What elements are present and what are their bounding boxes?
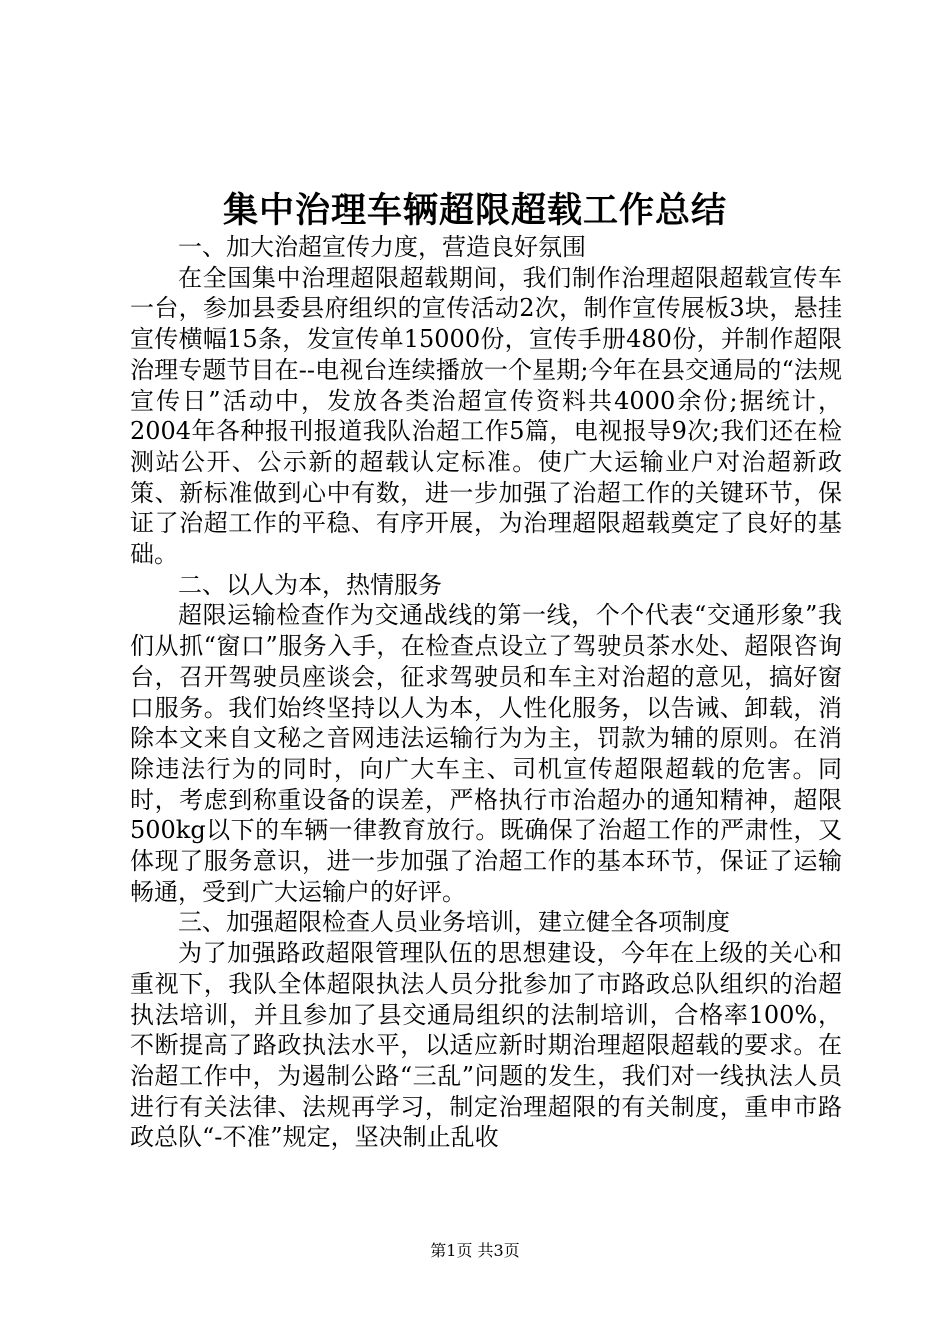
section-heading-3: 三、加强超限检查人员业务培训，建立健全各项制度 bbox=[178, 908, 730, 937]
section-paragraph-1: 在全国集中治理超限超载期间，我们制作治理超限超载宣传车一台，参加县委县府组织的宣传活动2次，制作宣传展板3块，悬挂宣传横幅15条，发宣传单15000份，宣传手册480份，并制作超限治理专题节目在--电视台连续播放一个星期;今年在县交通局的“法规宣传日”活动中，发放各类治超宣传资料共4000余份;据统计，2004年各种报刊报道我队治超工作5篇，电视报导9次;我们还在检测站公开、公示新的超载认定标准。使广大运输业户对治超新政策、新标准做到心中有数，进一步加强了治超工作的关键环节，保证了治超工作的平稳、有序开展，为治理超限超载奠定了良好的基础。 bbox=[130, 263, 842, 569]
document-title: 集中治理车辆超限超载工作总结 bbox=[222, 190, 727, 231]
document-body bbox=[130, 232, 842, 1153]
section-heading-2: 二、以人为本，热情服务 bbox=[178, 570, 442, 599]
section-heading-1: 一、加大治超宣传力度，营造良好氛围 bbox=[178, 233, 586, 261]
section-paragraph-3: 为了加强路政超限管理队伍的思想建设，今年在上级的关心和重视下，我队全体超限执法人员分批参加了市路政总队组织的治超执法培训，并且参加了县交通局组织的法制培训，合格率100%，不断提高了路政执法水平，以适应新时期治理超限超载的要求。在治超工作中，为遏制公路“三乱”问题的发生，我们对一线执法人员进行有关法律、法规再学习，制定治理超限的有关制度，重申市路政总队“-不准”规定，坚决制止乱收 bbox=[130, 939, 842, 1152]
page-number-footer: 第1页 共3页 bbox=[430, 1241, 520, 1260]
section-paragraph-2: 超限运输检查作为交通战线的第一线，个个代表“交通形象”我们从抓“窗口”服务入手，在检查点设立了驾驶员茶水处、超限咨询台，召开驾驶员座谈会，征求驾驶员和车主对治超的意见，搞好窗口服务。我们始终坚持以人为本，人性化服务，以告诫、卸载，消除本文来自文秘之音网违法运输行为为主，罚款为辅的原则。在消除违法行为的同时，向广大车主、司机宣传超限超载的危害。同时，考虑到称重设备的误差，严格执行市治超办的通知精神，超限500kg以下的车辆一律教育放行。既确保了治超工作的严肃性，又体现了服务意识，进一步加强了治超工作的基本环节，保证了运输畅通，受到广大运输户的好评。 bbox=[130, 601, 842, 906]
